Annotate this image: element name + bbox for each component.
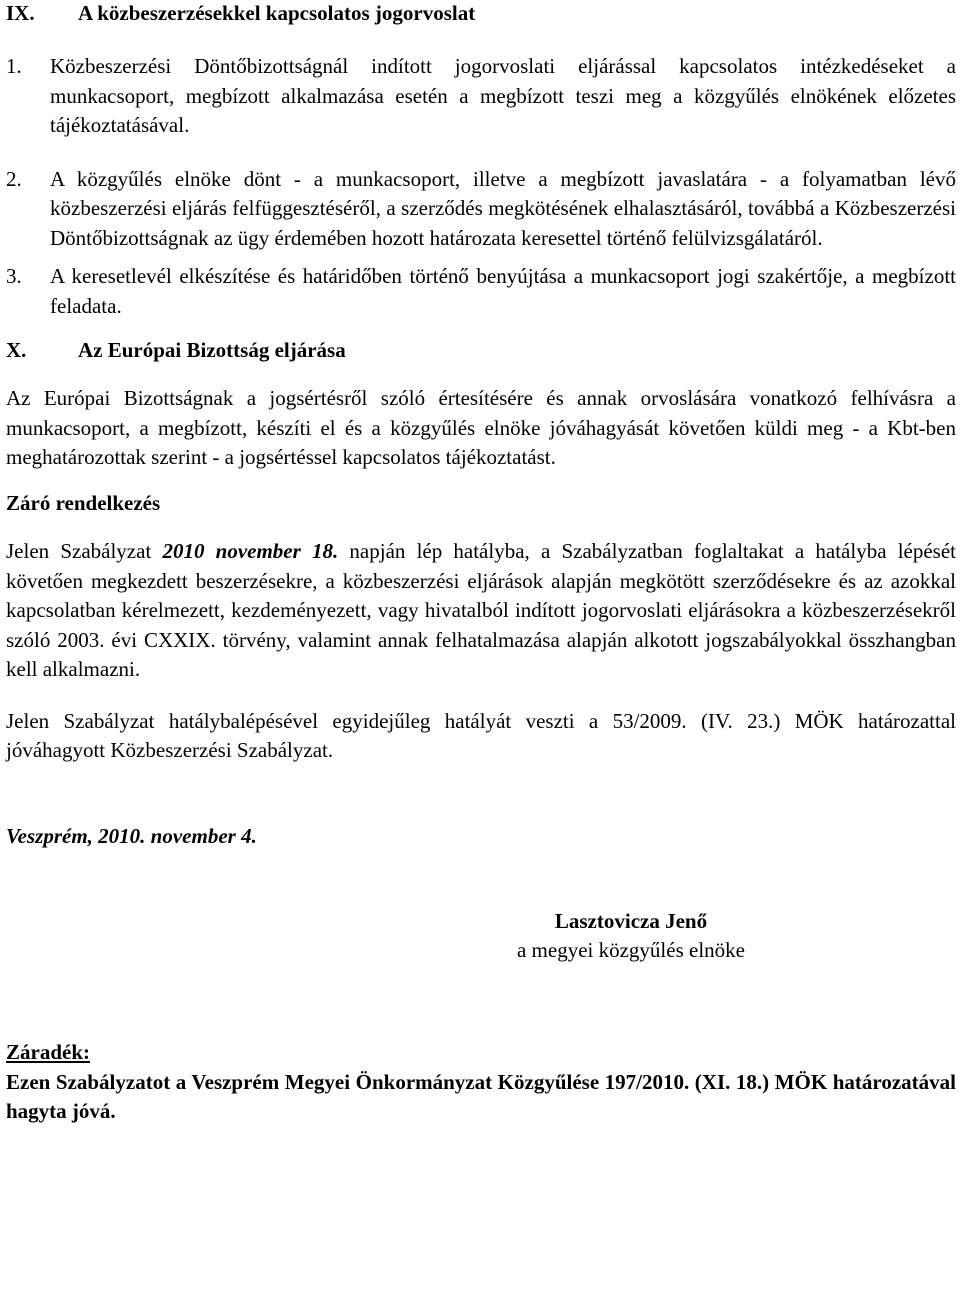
closing-p1-before: Jelen Szabályzat — [6, 539, 163, 563]
item-text: A közgyűlés elnöke dönt - a munkacsoport, illetve a megbízott javaslatára - a folyamatban lévő közbeszerzési eljárás felfüggesztéséről, a szerződés megkötésének elhalasztásáról, továbbá a Közbeszerzési Döntőbizottságnak az ügy érdemében hozott határozata keresettel történő felülvizsgálatáról. — [50, 166, 956, 250]
document-page — [6, 0, 956, 1127]
section-ix-item-2 — [6, 165, 956, 254]
section-ix-title: A közbeszerzésekkel kapcsolatos jogorvoslat — [78, 1, 476, 25]
section-ix-heading — [6, 0, 956, 27]
section-x-number: X. — [6, 338, 27, 362]
signatory-role: a megyei közgyűlés elnöke — [516, 938, 745, 962]
closing-p1-after: napján lép hatályba, a Szabályzatban foglaltakat a hatályba lépését követően megkezdett beszerzésekre, a közbeszerzési eljárások alapján megkötött szerződésekre és az azokkal kapcsolatban kérelmezett, kezdeményezett, vagy hivatalból indított jogorvoslati eljárásokra a közbeszerzésekről szóló 2003. évi CXXIX. törvény, valamint annak felhatalmazása alapján alkotott jogszabályokkal összhangban kell alkalmazni. — [6, 539, 957, 681]
item-number: 1. — [6, 54, 22, 78]
section-ix-item-1 — [6, 52, 956, 141]
item-text: Közbeszerzési Döntőbizottságnál indított jogorvoslati eljárással kapcsolatos intézkedéseket a munkacsoport, megbízott alkalmazása esetén a megbízott teszi meg a közgyűlés elnökének előzetes tájékoztatásával. — [50, 54, 956, 137]
section-x-heading — [6, 336, 956, 364]
item-number: 2. — [6, 166, 22, 191]
closing-title: Záró rendelkezés — [6, 490, 161, 515]
signatory-name: Lasztovicza Jenő — [554, 909, 708, 933]
item-text: A keresetlevél elkészítése és határidőben történő benyújtása a munkacsoport jogi szakértője, a megbízott feladata. — [50, 264, 956, 318]
item-number: 3. — [6, 264, 22, 288]
clause-title: Záradék: — [6, 1040, 90, 1064]
section-ix-item-3 — [6, 262, 956, 321]
section-x-paragraph: Az Európai Bizottságnak a jogsértésről szóló értesítésére és annak orvoslására vonatkozó felhívásra a munkacsoport, a megbízott, készíti el és a közgyűlés elnöke jóváhagyását követően küldi meg - a Kbt-ben meghatározottak szerint - a jogsértéssel kapcsolatos tájékoztatást. — [6, 386, 956, 469]
section-x-title: Az Európai Bizottság eljárása — [78, 338, 346, 362]
place-date: Veszprém, 2010. november 4. — [6, 823, 257, 848]
closing-paragraph-2: Jelen Szabályzat hatálybalépésével egyidejűleg hatályát veszti a 53/2009. (IV. 23.) MÖK határozattal jóváhagyott Közbeszerzési Szabályzat. — [6, 708, 956, 762]
closing-paragraph-1 — [6, 537, 956, 685]
section-ix-number: IX. — [6, 1, 35, 25]
clause-text: Ezen Szabályzatot a Veszprém Megyei Önkormányzat Közgyűlése 197/2010. (XI. 18.) MÖK határozatával hagyta jóvá. — [6, 1069, 956, 1123]
effective-date: 2010 november 18. — [162, 539, 339, 563]
